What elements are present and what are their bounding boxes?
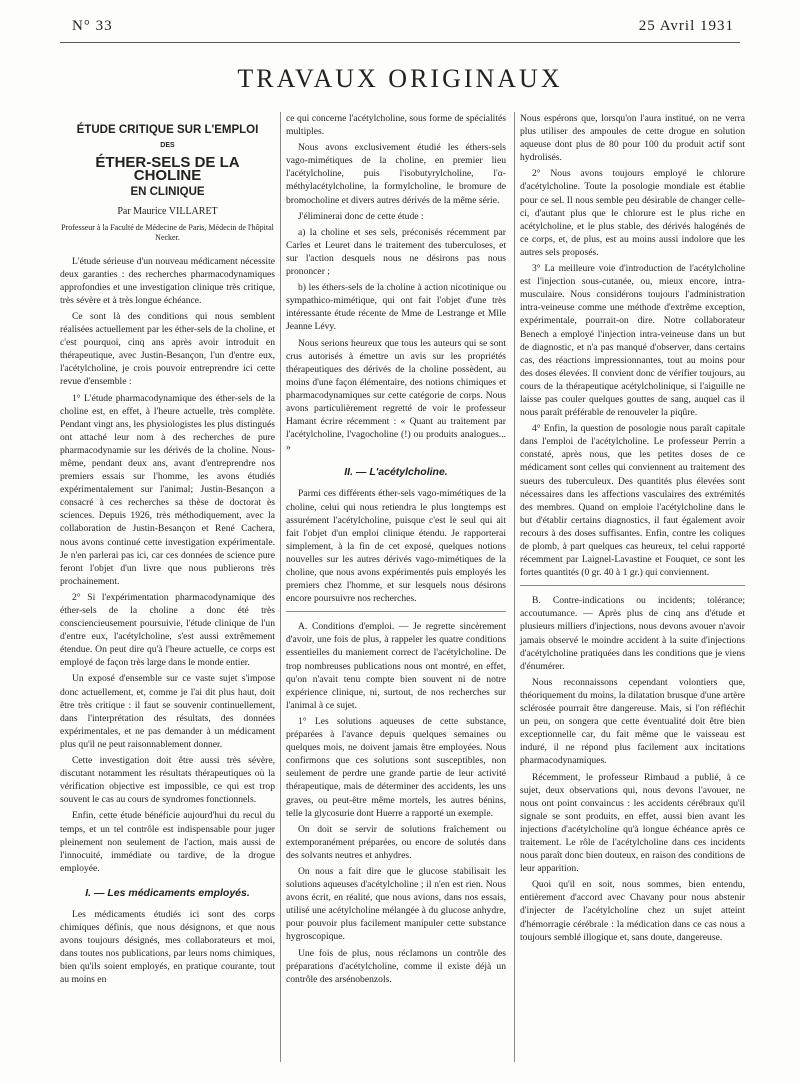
article-title-main: ÉTHER-SELS DE LA CHOLINE [95,154,240,185]
paragraph: On doit se servir de solutions fraîchement ou extemporanément préparées, ou encore de solutés dans des solvants neutres et anhydres. [286,823,506,861]
author: Par Maurice VILLARET [117,206,218,218]
column-1 [60,112,275,990]
paragraph: Récemment, le professeur Rimbaud a publié, à ce sujet, deux observations qui, nous devons l'avouer, ne nous ont point convaincus : les accidents cérébraux qu'il signale se sont produits, en effet, aussi bien avant les injections d'acétylcholine qu'à longue échéance après ce traitement. Le rôle de l'acétylcholine dans ces incidents nous paraît donc bien douteux, en raison des conditions de leur apparition. [520,771,745,875]
paragraph: 2° Nous avons toujours employé le chlorure d'acétylcholine. Toute la posologie mondiale est établie pour ce sel. Il nous semble peu désirable de changer celle-ci, d'autant plus que le chlorure est le plus riche en acétylcholine, et le plus stable, des dérivés halogénés de ce corps, et, de plus, est au moins aussi indolore que les autres sels proposés. [520,168,745,258]
paragraph: Une fois de plus, nous réclamons un contrôle des préparations d'acétylcholine, comme il existe déjà un contrôle des arsénobenzols. [286,947,506,985]
author-affiliation: Professeur à la Faculté de Médecine de Paris, Médecin de l'hôpital Necker. [61,222,274,242]
paragraph: 2° Si l'expérimentation pharmacodynamique des éther-sels de la choline a donc été très consciencieusement poursuivie, l'étude clinique de l'un d'entre eux, l'acétylcholine, s'est aussi extrêmement étendue. On peut dire qu'à l'heure actuelle, ce corps est employé de façon très large dans le monde entier. [60,591,275,669]
paragraph: Parmi ces différents éther-sels vago-mimétiques de la choline, celui qui nous retiendra le plus longtemps est assurément l'acétylcholine, puisque c'est le seul qui ait fait l'objet d'un emploi clinique étendu. Je rapporterai simplement, à la fin de cet exposé, quelques notions nouvelles sur les autres dérivés vago-mimétiques de la choline, que nous avons expérimentés puis employés les premiers chez l'homme, et sur lesquels nous désirons encore poursuivre nos recherches. [286,488,506,605]
paragraph: Les médicaments étudiés ici sont des corps chimiques définis, que nous désignons, et que nous avons toujours désignés, mes collaborateurs et moi, dans toutes nos publications, par leurs noms chimiques, bien qu'ils soient employés, en pratique courante, tout au moins en [60,908,275,986]
column-divider [280,112,281,1062]
paragraph: Nous reconnaissons cependant volontiers que, théoriquement du moins, la dilatation brusque d'une artère sclérosée pourrait être dangereuse. Mais, si l'on réfléchit un peu, on songera que cette éventualité doit être bien exceptionnelle car, du fait même que le vaisseau est induré, il ne répond plus facilement aux incitations pharmacodynamiques. [520,676,745,767]
column-3 [520,112,745,947]
paragraph: On nous a fait dire que le glucose stabilisait les solutions aqueuses d'acétylcholine ; il n'en est rien. Nous avons écrit, en réalité, que nous avions, dans nos essais, utilisé une acétylcholine mélangée à du glucose anhydre, pour pouvoir plus facilement manipuler cette substance hygroscopique. [286,865,506,943]
section-title: TRAVAUX ORIGINAUX [237,64,563,93]
paragraph: Nous espérons que, lorsqu'on l'aura institué, on ne verra plus utiliser des ampoules de cette drogue en solution aqueuse dont plus de 80 pour 100 du produit actif sont hydrolisés. [520,113,745,164]
article-title-des: DES [160,142,175,150]
paragraph: b) les éthers-sels de la choline à action nicotinique ou sympathico-mimétique, qui ont fait l'objet d'une très intéressante étude récente de Mme de Lestrange et Mlle Jeanne Lévy. [286,282,506,333]
paragraph: A. Conditions d'emploi. — Je regrette sincèrement d'avoir, une fois de plus, à rappeler les quatre conditions essentielles du maniement correct de l'acétylcholine. De trop nombreuses publications nous ont montré, en effet, qu'on n'avait tenu compte bien souvent ni de notre expérience clinique, ni, surtout, de nos recherches sur l'animal à ce sujet. [286,621,506,711]
paragraph: 1° Les solutions aqueuses de cette substance, préparées à l'avance depuis quelques semaines ou quelques mois, ne doivent jamais être employées. Nous confirmons que ces solutions sont susceptibles, non seulement de perdre une grande partie de leur activité thérapeutique, mais de déterminer des accidents, les uns graves, ou peut-être même mortels, les autres bénins, telle la glycosurie dont Huerre a rapporté un exemple. [286,715,506,819]
paragraph: a) la choline et ses sels, préconisés récemment par Carles et Leuret dans le traitement des tuberculoses, et sur l'action desquels nous ne désirons pas nous prononcer ; [286,226,506,278]
paragraph: 4° Enfin, la question de posologie nous paraît capitale dans l'emploi de l'acétylcholine. Le professeur Perrin a constaté, après nous, que les petites doses de ce médicament sont celles qui conviennent au traitement des sueurs des tuberculeux. Des quantités plus élevées sont nécessaires dans les affections vasculaires des extrémités des membres. Quand on emploie l'acétylcholine dans le but d'établir certains diagnostics, il faut également avoir recours à des doses suffisantes. Enfin, contre les coliques de plomb, à part quelques cas heureux, tel celui rapporté récemment par Laignel-Lavastine et Fouquet, ce sont les fortes quantités (0 gr. 40 à 1 gr.) qui conviennent. [520,423,745,579]
paragraph: L'étude sérieuse d'un nouveau médicament nécessite deux garanties : des recherches pharmacodynamiques approfondies et une investigation clinique très critique, très sévère et à très longue échéance. [60,255,275,306]
section-heading: II. — L'acétylcholine. [344,466,448,479]
paragraph: Nous serions heureux que tous les auteurs qui se sont crus autorisés à émettre un avis sur les propriétés thérapeutiques des dérivés de la choline possèdent, au moins d'une façon élémentaire, des notions chimiques et pharmacodynamiques sur cette catégorie de corps. Nous avons particulièrement regretté de voir le professeur Hamant écrire récemment : « Quant au traitement par l'acétylcholine, l'vagocholine (!) ou produits analogues... » [286,337,506,454]
divider [520,585,745,586]
paragraph: Un exposé d'ensemble sur ce vaste sujet s'impose donc actuellement, et, comme je l'ai dit plus haut, doit être très critique : il faut se souvenir continuellement, dans l'interprétation des résultats, des données expérimentales, et ne pas demander à un médicament plus qu'il ne peut raisonnablement donner. [60,673,275,750]
paragraph: Nous avons exclusivement étudié les éthers-sels vago-mimétiques de la choline, en premier lieu l'acétylcholine, puis l'isobutyrylcholine, l'α-méthylacétylcholine, la formylcholine, le bromure de bromocholine et divers autres dérivés de la même série. [286,142,506,206]
paragraph: 1° L'étude pharmacodynamique des éther-sels de la choline est, en effet, à l'heure actuelle, très complète. Pendant vingt ans, les physiologistes les plus distingués ont attaché leur nom à des recherches de pure pharmacodynamie sur les dérivés de la choline. Nous-même, pendant deux ans, avant d'entreprendre nos premiers essais sur l'homme, les avons étudiés expérimentalement sur l'animal; Justin-Besançon a consacré à ces recherches sa thèse de doctorat ès sciences. Depuis 1926, très méthodiquement, avec la collaboration de Justin-Besançon et René Cachera, nous avons continué cette investigation expérimentale. Je n'en parlerai pas ici, car ces données de science pure feront l'objet d'un livre que nous publierons très prochainement. [60,392,275,587]
issue-number: N° 33 [72,18,113,34]
column-divider [514,112,515,1062]
paragraph: Cette investigation doit être aussi très sévère, discutant notamment les résultats thérapeutiques où la vérification objective est impossible, ce qui est trop souvent le cas au cours de syndromes fonctionnels. [60,755,275,806]
paragraph: B. Contre-indications ou incidents; tolérance; accoutumance. — Après plus de cinq ans d'étude et plusieurs milliers d'injections, nous devons avouer n'avoir jamais observé le moindre accident à la suite d'injections d'acétylcholine pratiquées dans les conditions que je viens d'énumérer. [520,595,745,672]
article-title-line3: EN CLINIQUE [130,186,205,199]
paragraph: ce qui concerne l'acétylcholine, sous forme de spécialités multiples. [286,113,506,138]
divider [286,611,506,612]
paragraph: Quoi qu'il en soit, nous sommes, bien entendu, entièrement d'accord avec Chavany pour nous abstenir d'injecter de l'acétylcholine chez un sujet atteint d'hémorragie cérébrale : la médication dans ce cas nous a toujours semblé illogique et, sans doute, dangereuse. [520,879,745,943]
header-rule [60,42,740,43]
column-2 [286,112,506,989]
article-title-line1: ÉTUDE CRITIQUE SUR L'EMPLOI [76,124,259,136]
section-heading: I. — Les médicaments employés. [85,886,250,899]
paragraph: 3° La meilleure voie d'introduction de l'acétylcholine est l'injection sous-cutanée, ou, mieux encore, intra-musculaire. Nous considérons toujours l'administration intra-veineuse comme une méthode d'extrême exception, expérimentale, pourrait-on dire. Notre collaborateur Benech a employé l'injection intra-veineuse dans un but de diagnostic, et n'a pas manqué d'observer, dans certains cas, des réactions impressionnantes, tout au moins pour des doses élevées. Il convient donc de vérifier toujours, au cours de la thérapeutique acétylcholinique, si l'aiguille ne laisse pas couler quelques gouttes de sang, auquel cas il nous paraît préférable de renouveler la piqûre. [520,263,745,419]
paragraph: Ce sont là des conditions qui nous semblent réalisées actuellement par les éther-sels de la choline, et c'est pourquoi, cinq ans après avoir introduit en thérapeutique, avec Justin-Besançon, l'un d'entre eux, l'acétylcholine, je crois pouvoir entreprendre ici cette revue d'ensemble : [60,310,275,388]
paragraph: Enfin, cette étude bénéficie aujourd'hui du recul du temps, et un tel contrôle est indispensable pour juger pleinement non seulement de l'action, mais aussi de l'innocuité, immédiate ou tardive, de la drogue employée. [60,810,275,874]
paragraph: J'éliminerai donc de cette étude : [298,210,424,222]
issue-date: 25 Avril 1931 [638,18,734,34]
